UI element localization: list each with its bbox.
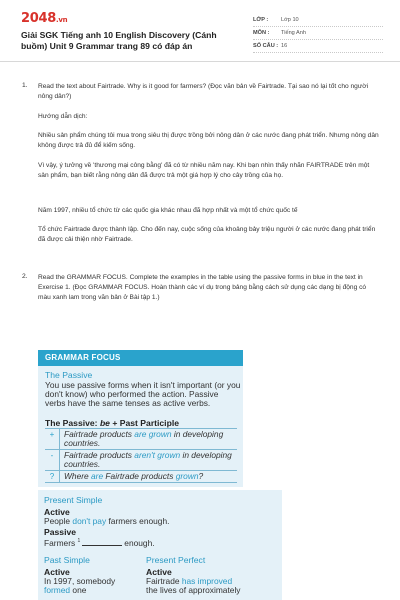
rule-suffix: + Past Participle bbox=[109, 418, 179, 428]
active-label: Active bbox=[146, 567, 172, 577]
grammar-explanation: You use passive forms when it isn't important (or you don't know) who performed the action. Passive verbs have the same tenses as active verbs. bbox=[45, 380, 241, 409]
document-meta bbox=[253, 14, 383, 53]
question-text: Read the text about Fairtrade. Why is it good for farmers? (Đọc văn bản về Fairtrade. Tại sao nó lại tốt cho người nông dân?) bbox=[38, 83, 369, 100]
translation-guide-label: Hướng dẫn dịch: bbox=[38, 113, 88, 120]
sentence-part: ? bbox=[198, 471, 204, 481]
passive-verb: aren't grown bbox=[134, 450, 181, 460]
active-verb: formed bbox=[44, 585, 71, 595]
sentence-part: Fairtrade products bbox=[64, 429, 135, 439]
meta-value: 16 bbox=[281, 43, 288, 49]
sentence-part: Fairtrade products bbox=[64, 450, 135, 460]
translation-paragraph: Vì vậy, ý tưởng về 'thương mại công bằng' đã có từ nhiều năm nay. Khi bạn nhìn thấy nhãn FAIRTRADE trên một sản phẩm, bạn biết rằng nông dân đã được trả một giá hợp lý cho cây trồng của họ. bbox=[38, 162, 370, 180]
active-example bbox=[44, 517, 169, 526]
grammar-subtitle: The Passive bbox=[45, 370, 93, 380]
passive-label: Passive bbox=[44, 527, 77, 537]
sentence-part: enough. bbox=[124, 537, 155, 548]
translation-paragraph: Năm 1997, nhiều tổ chức từ các quốc gia khác nhau đã hợp nhất và một tổ chức quốc tế bbox=[38, 207, 298, 214]
grammar-rule bbox=[45, 418, 179, 428]
active-label: Active bbox=[44, 567, 70, 577]
active-example: the lives of approximately bbox=[146, 585, 241, 595]
past-simple-title: Past Simple bbox=[44, 555, 90, 565]
grammar-focus-box bbox=[38, 350, 243, 487]
meta-row-subject bbox=[253, 27, 383, 40]
passive-verb: grown bbox=[175, 471, 199, 481]
sentence-part: farmers enough. bbox=[106, 516, 170, 526]
translation-paragraph: Tổ chức Fairtrade được thành lập. Cho đến nay, cuộc sống của khoảng bảy triệu người ở các nước đang phát triển đã được cải thiện nhờ Fairtrade. bbox=[38, 226, 376, 244]
sentence-part: Fairtrade products bbox=[103, 471, 176, 481]
sign-question: ? bbox=[49, 472, 55, 481]
sentence-part: in developing countries. bbox=[64, 450, 232, 469]
sentence-part: in developing countries. bbox=[64, 429, 224, 448]
active-label: Active bbox=[44, 507, 70, 517]
rule-be: be bbox=[99, 418, 110, 428]
examples-box bbox=[38, 490, 282, 600]
document-header bbox=[0, 0, 400, 62]
sign-positive: + bbox=[49, 430, 55, 439]
meta-key: LỚP : bbox=[253, 17, 269, 23]
question-number: 2. bbox=[22, 273, 28, 280]
meta-key: MÔN : bbox=[253, 30, 270, 36]
table-row bbox=[45, 450, 237, 471]
site-logo[interactable] bbox=[21, 11, 67, 26]
sentence-part: Where bbox=[64, 471, 91, 481]
example-sentence bbox=[59, 450, 237, 470]
logo-suffix-text: .vn bbox=[55, 16, 68, 24]
present-simple-title: Present Simple bbox=[44, 495, 103, 505]
grammar-focus-header bbox=[38, 350, 243, 366]
sentence-part: People bbox=[44, 516, 73, 526]
active-example: In 1997, somebody bbox=[44, 576, 116, 586]
meta-row-count bbox=[253, 40, 383, 53]
passive-verb: are grown bbox=[134, 429, 172, 439]
question-number: 1. bbox=[22, 82, 28, 89]
meta-value: Lớp 10 bbox=[281, 17, 299, 23]
document-title: Giải SGK Tiếng anh 10 English Discovery (Cánh buồm) Unit 9 Grammar trang 89 có đáp án bbox=[21, 30, 217, 51]
active-verb: has improved bbox=[181, 576, 233, 586]
answer-gap[interactable] bbox=[82, 545, 122, 546]
active-example bbox=[44, 586, 86, 595]
meta-key: SỐ CÂU : bbox=[253, 43, 279, 49]
sign-negative: - bbox=[50, 451, 54, 460]
rule-prefix: The Passive: bbox=[45, 418, 100, 428]
meta-value: Tiếng Anh bbox=[281, 30, 306, 36]
table-row bbox=[45, 429, 237, 450]
present-perfect-title: Present Perfect bbox=[146, 555, 206, 565]
meta-row-class bbox=[253, 14, 383, 27]
grammar-focus-title: GRAMMAR FOCUS bbox=[45, 353, 121, 362]
example-sentence bbox=[59, 471, 237, 482]
example-sentence bbox=[59, 429, 237, 449]
logo-main-text: 2048 bbox=[21, 11, 56, 26]
active-verb: don't pay bbox=[72, 516, 107, 526]
sentence-part: one bbox=[70, 585, 87, 595]
gap-number: 1 bbox=[77, 538, 81, 544]
sentence-part: Fairtrade bbox=[146, 576, 182, 586]
passive-verb: are bbox=[91, 471, 104, 481]
question-text: Read the GRAMMAR FOCUS. Complete the examples in the table using the passive forms in blue in the text in Exercise 1. (Đọc GRAMMAR FOCUS. Hoàn thành các ví dụ trong bảng bằng cách sử dụng các dạng bị động có màu xanh lam trong văn bản ở Bài tập 1.) bbox=[38, 274, 367, 301]
sentence-part: Farmers bbox=[44, 537, 76, 548]
translation-paragraph: Nhiều sản phẩm chúng tôi mua trong siêu thị được trồng bởi nông dân ở các nước đang phát triển. Nhưng nông dân không được trả đủ để kiếm sống. bbox=[38, 132, 379, 150]
passive-example bbox=[44, 537, 155, 548]
table-row bbox=[45, 471, 237, 483]
grammar-table bbox=[45, 428, 237, 483]
